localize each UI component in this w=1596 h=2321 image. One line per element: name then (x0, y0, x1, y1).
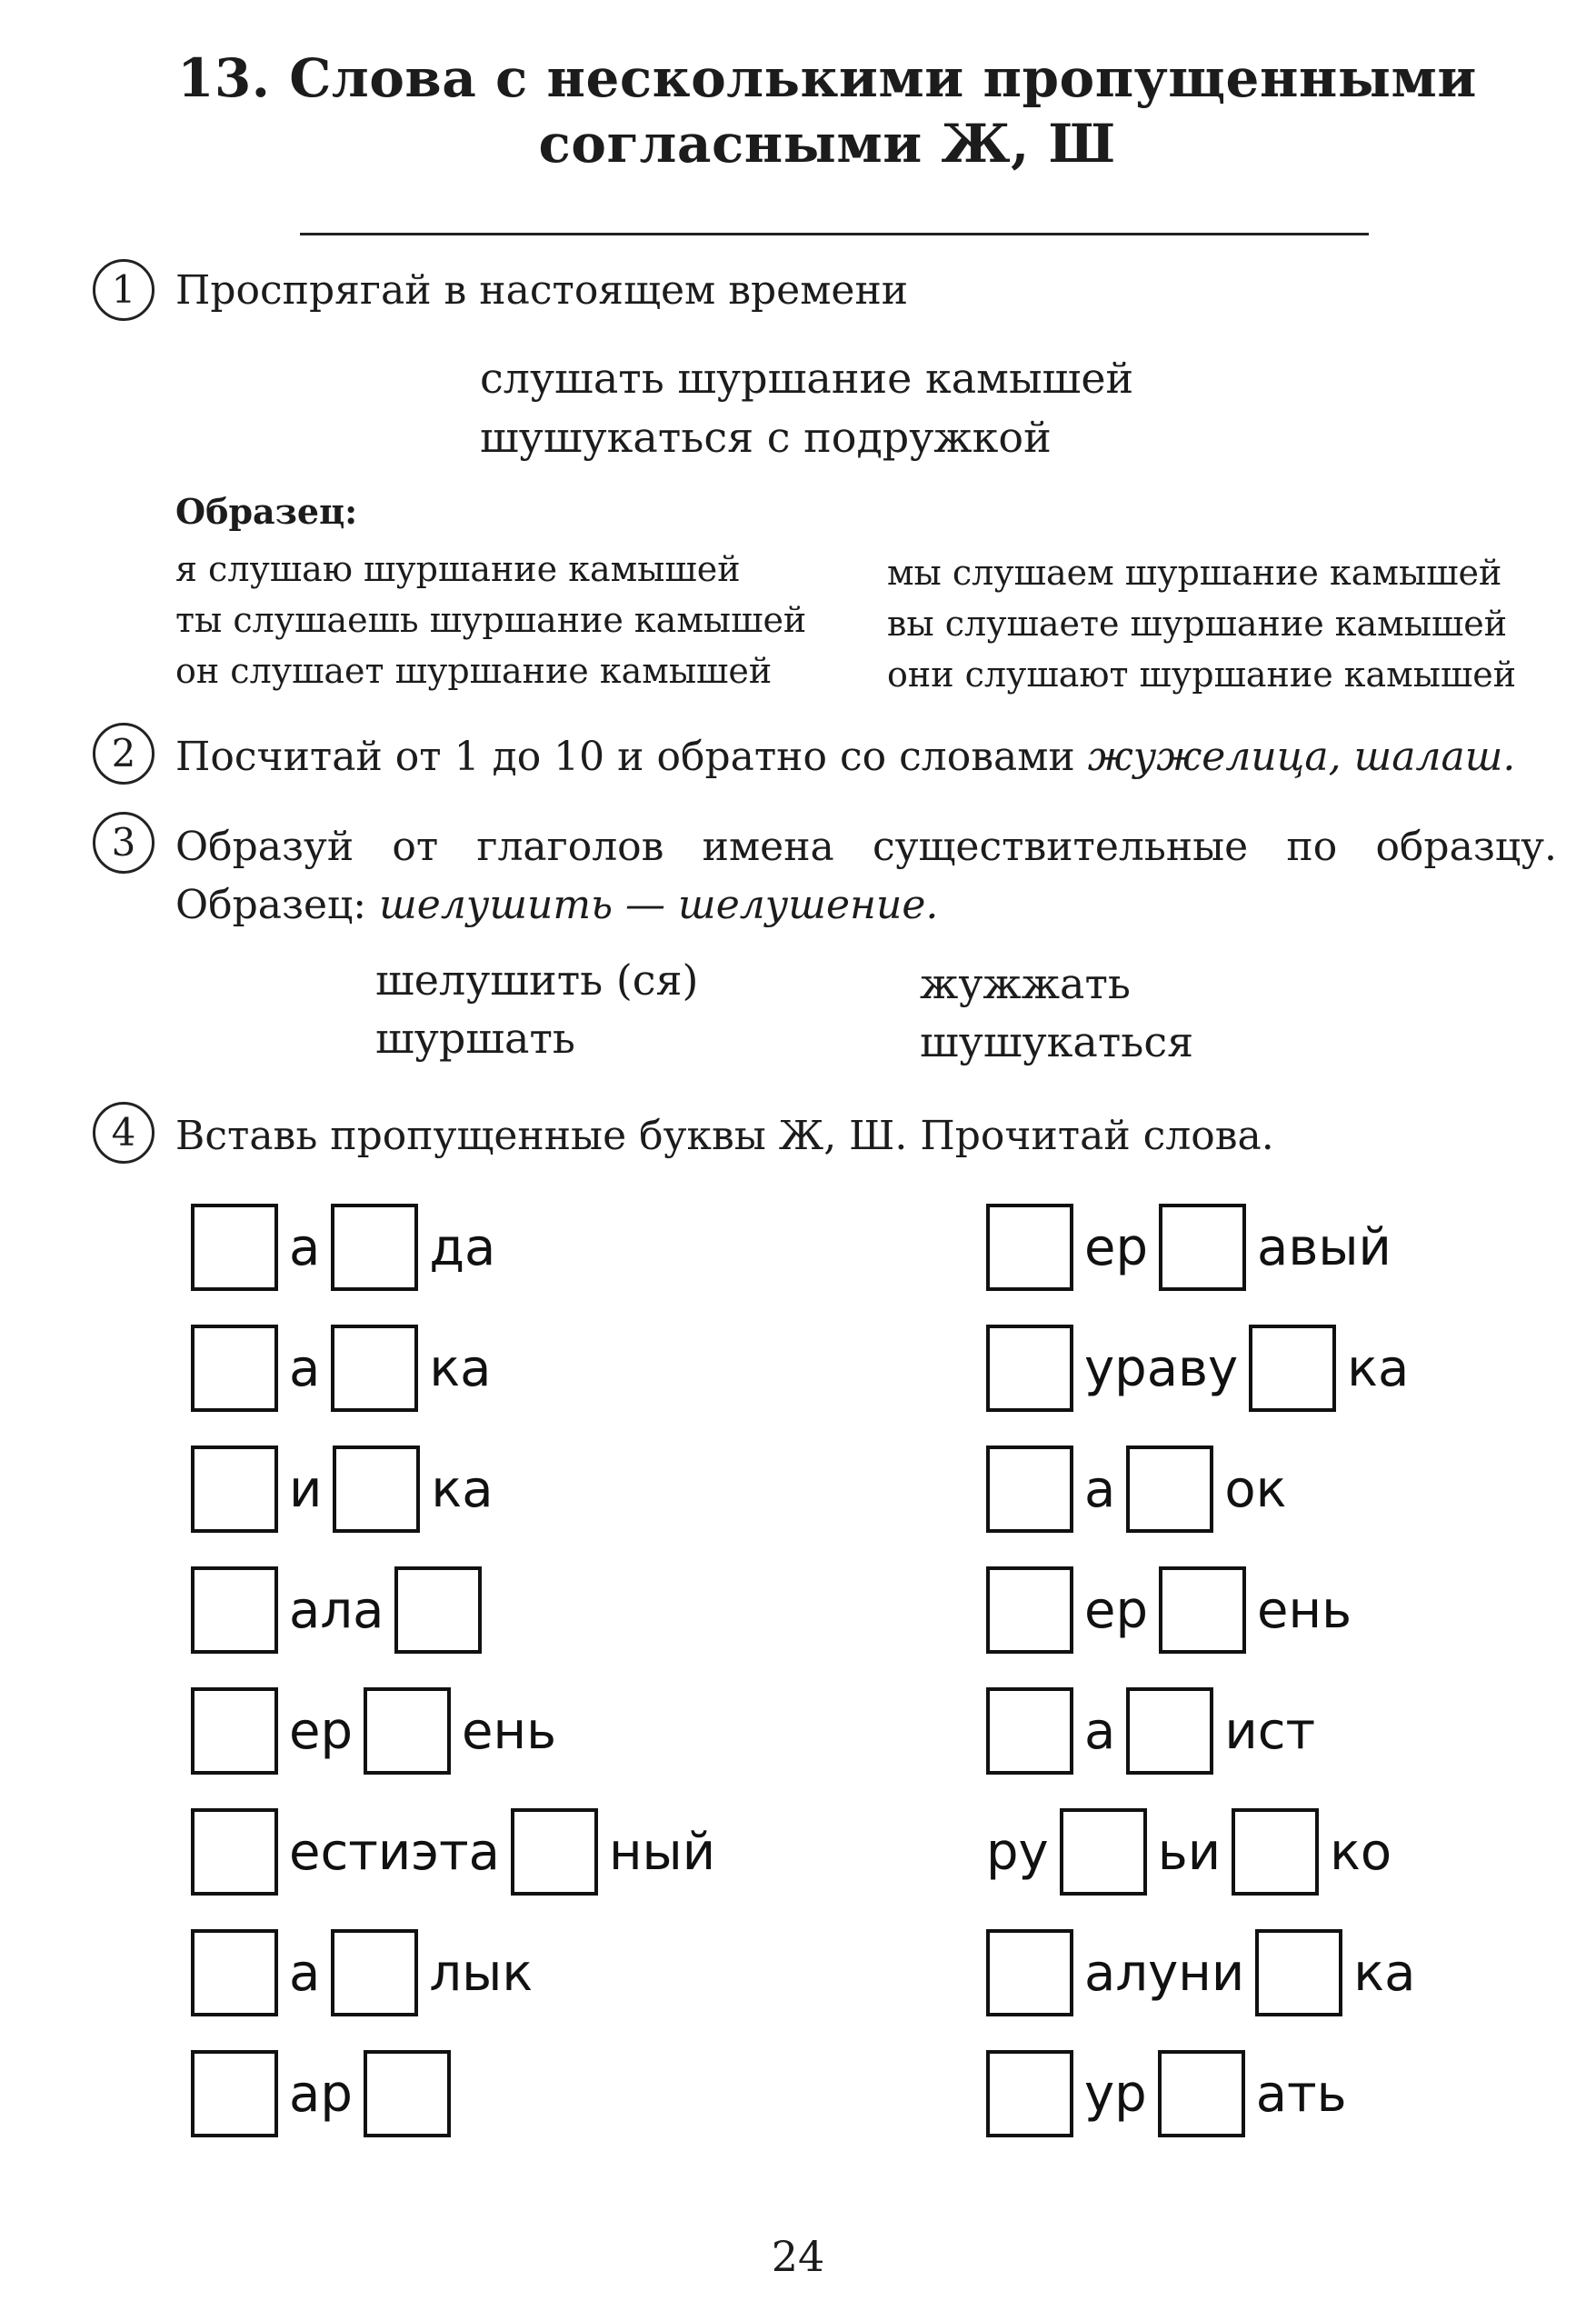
title-line-1: 13. Слова с несколькими пропущенными (177, 47, 1477, 109)
verb-word: шелушить (ся) (375, 955, 699, 1005)
word-fragment: и (289, 1459, 323, 1519)
word-fragment: ер (1084, 1580, 1148, 1640)
sample-line: они слушают шуршание камышей (887, 655, 1517, 695)
letter-box[interactable] (986, 1687, 1073, 1775)
word-row-right-2 (986, 1323, 1420, 1414)
word-row-right-6 (986, 1806, 1402, 1897)
word-fragment: а (289, 1217, 321, 1277)
task-1-phrase-2: шушукаться с подружкой (480, 413, 1052, 462)
verb-word: шушукаться (920, 1017, 1194, 1066)
letter-box[interactable] (333, 1446, 420, 1533)
letter-box[interactable] (986, 1566, 1073, 1654)
task-2-instruction: Посчитай от 1 до 10 и обратно со словами (175, 734, 1088, 780)
word-fragment: ураву (1084, 1338, 1239, 1398)
sample-label: Образец: (175, 491, 358, 532)
letter-box[interactable] (191, 1325, 278, 1412)
task-3-example: шелушить — шелушение. (379, 882, 939, 928)
letter-box[interactable] (191, 1204, 278, 1291)
word-fragment: ко (1330, 1822, 1392, 1882)
word-fragment: ер (1084, 1217, 1148, 1277)
letter-box[interactable] (1255, 1929, 1342, 2016)
verb-word: шуршать (375, 1014, 575, 1063)
word-row-left-3 (191, 1444, 504, 1535)
word-row-left-1 (191, 1202, 506, 1293)
word-fragment: ок (1224, 1459, 1287, 1519)
letter-box[interactable] (986, 1929, 1073, 2016)
word-fragment: ер (289, 1701, 353, 1761)
word-fragment: ать (1255, 2064, 1347, 2124)
task-2-number: 2 (93, 723, 155, 785)
task-3-number: 3 (93, 812, 155, 874)
word-row-left-2 (191, 1323, 502, 1414)
sample-line: вы слушаете шуршание камышей (887, 604, 1508, 644)
letter-box[interactable] (1126, 1687, 1213, 1775)
task-4-number: 4 (93, 1102, 155, 1164)
letter-box[interactable] (191, 1687, 278, 1775)
word-fragment: ар (289, 2064, 353, 2124)
word-fragment: а (289, 1943, 321, 2003)
letter-box[interactable] (331, 1929, 418, 2016)
word-row-right-8 (986, 2048, 1358, 2139)
letter-box[interactable] (191, 2050, 278, 2137)
sample-line: мы слушаем шуршание камышей (887, 553, 1502, 593)
letter-box[interactable] (986, 2050, 1073, 2137)
letter-box[interactable] (364, 2050, 451, 2137)
word-fragment: ка (1347, 1338, 1410, 1398)
word-row-right-1 (986, 1202, 1402, 1293)
task-2-words: жужелица, шалаш. (1087, 734, 1516, 780)
word-fragment: ка (431, 1459, 494, 1519)
letter-box[interactable] (986, 1204, 1073, 1291)
letter-box[interactable] (511, 1808, 598, 1896)
word-row-right-7 (986, 1927, 1426, 2018)
letter-box[interactable] (1158, 2050, 1245, 2137)
letter-box[interactable] (331, 1204, 418, 1291)
word-fragment: ьи (1157, 1822, 1222, 1882)
task-1-phrase-1: слушать шуршание камышей (480, 354, 1134, 403)
word-row-left-7 (191, 1927, 544, 2018)
word-fragment: ист (1224, 1701, 1316, 1761)
letter-box[interactable] (191, 1808, 278, 1896)
letter-box[interactable] (331, 1325, 418, 1412)
letter-box[interactable] (394, 1566, 482, 1654)
sample-line: я слушаю шуршание камышей (175, 549, 741, 589)
word-fragment: ру (986, 1822, 1049, 1882)
letter-box[interactable] (1159, 1204, 1246, 1291)
sample-line: ты слушаешь шуршание камышей (175, 600, 807, 640)
word-fragment: авый (1257, 1217, 1392, 1277)
word-row-left-5 (191, 1686, 567, 1776)
letter-box[interactable] (1232, 1808, 1319, 1896)
word-fragment: естиэта (289, 1822, 500, 1882)
word-fragment: ень (462, 1701, 557, 1761)
word-fragment: ала (289, 1580, 384, 1640)
word-fragment: ень (1257, 1580, 1352, 1640)
word-fragment: ка (1353, 1943, 1416, 2003)
word-row-right-5 (986, 1686, 1326, 1776)
word-fragment: а (289, 1338, 321, 1398)
word-fragment: лык (429, 1943, 534, 2003)
letter-box[interactable] (364, 1687, 451, 1775)
word-row-right-3 (986, 1444, 1297, 1535)
task-1-number: 1 (93, 259, 155, 321)
task-3-instruction: Образуй от глаголов имена существительные по образцу. Образец: (175, 824, 1557, 928)
letter-box[interactable] (986, 1446, 1073, 1533)
letter-box[interactable] (1249, 1325, 1336, 1412)
word-fragment: ка (429, 1338, 492, 1398)
sample-line: он слушает шуршание камышей (175, 651, 773, 691)
letter-box[interactable] (191, 1446, 278, 1533)
word-fragment: а (1084, 1459, 1116, 1519)
word-row-left-8 (191, 2048, 462, 2139)
task-1-text: Проспрягай в настоящем времени (175, 267, 909, 314)
letter-box[interactable] (986, 1325, 1073, 1412)
word-row-left-6 (191, 1806, 726, 1897)
word-row-left-4 (191, 1565, 493, 1656)
letter-box[interactable] (191, 1929, 278, 2016)
letter-box[interactable] (191, 1566, 278, 1654)
word-fragment: а (1084, 1701, 1116, 1761)
title-line-2: согласными Ж, Ш (538, 113, 1116, 175)
word-fragment: ный (608, 1822, 716, 1882)
word-row-right-4 (986, 1565, 1362, 1656)
task-4-text: Вставь пропущенные буквы Ж, Ш. Прочитай слова. (175, 1113, 1274, 1159)
letter-box[interactable] (1060, 1808, 1147, 1896)
page-number: 24 (771, 2232, 825, 2281)
word-fragment: да (429, 1217, 496, 1277)
word-fragment: алуни (1084, 1943, 1245, 2003)
letter-box[interactable] (1126, 1446, 1213, 1533)
word-fragment: ур (1084, 2064, 1147, 2124)
verb-word: жужжать (920, 959, 1131, 1008)
letter-box[interactable] (1159, 1566, 1246, 1654)
